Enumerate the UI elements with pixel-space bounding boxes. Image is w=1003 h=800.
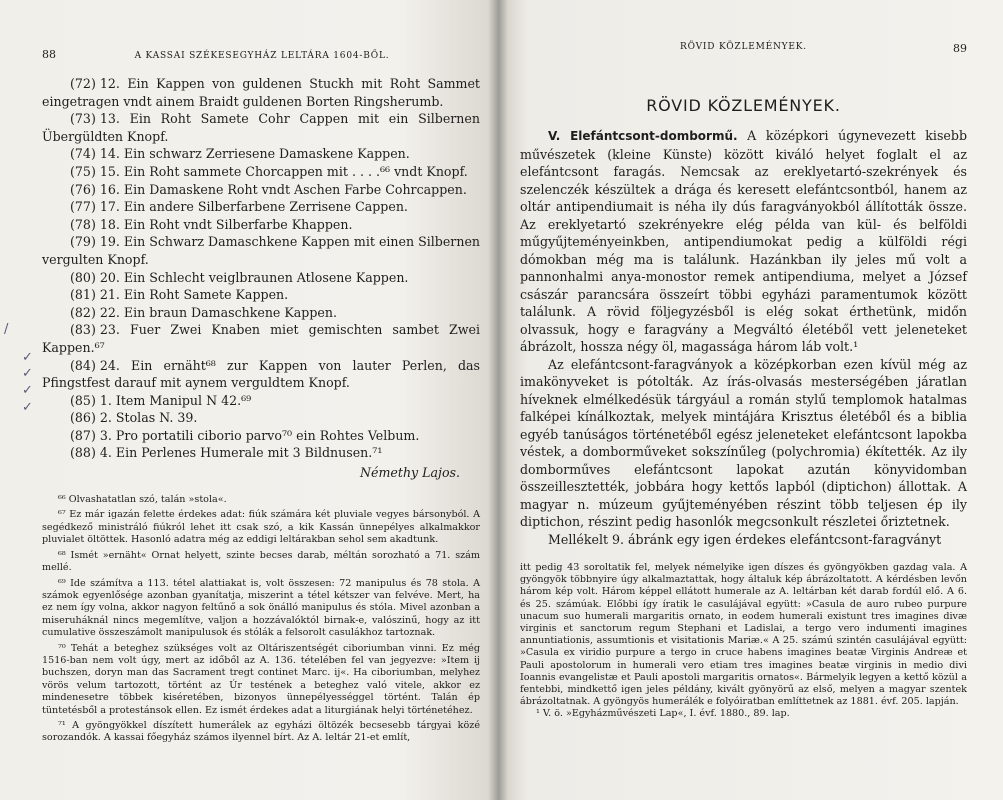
inventory-entry: (73) 13. Ein Roht Samete Cohr Cappen mit ein Silbernen Übergüldten Knopf.: [42, 111, 480, 144]
left-running-head: [42, 48, 480, 61]
inventory-entry: (80) 20. Ein Schlecht veiglbraunen Atlosene Kappen.: [70, 269, 409, 285]
inventory-entry: (86) 2. Stolas N. 39.: [70, 410, 198, 426]
inventory-entry: (85) 1. Item Manipul N 42.⁶⁹: [70, 392, 252, 408]
left-running-title: A KASSAI SZÉKESEGYHÁZ LELTÁRA 1604-BŐL.: [134, 51, 390, 61]
book-gutter: [488, 0, 508, 800]
inventory-entry: (83) 23. Fuer Zwei Knaben miet gemischten sambet Zwei Kappen.⁶⁷: [42, 322, 480, 355]
paragraph: Mellékelt 9. ábránk egy igen érdekes elefántcsont-faragványt: [548, 531, 942, 547]
right-running-head: [520, 42, 967, 55]
pencil-check-mark: ✓: [22, 400, 33, 415]
inventory-entry: (77) 17. Ein andere Silberfarbene Zerrisene Cappen.: [70, 199, 408, 215]
author-signature: Némethy Lajos.: [360, 465, 460, 481]
paragraph: Az elefántcsont-faragványok a középkorban ezen kívül még az imakönyveket is pótolták. Az írás-olvasás mesterségében járatlan híveknek elmélkedésük tárgyául a román stylű templomok hatalmas falképei kínálkoztak, melyek mintájára Krisztus életéből és a biblia egyéb tanúságos történetéből egész jeleneteket elefántcsont lapokba véstek, a domborműveket sokszínűleg (polychromia) ékítették. Az ily domborműves elefántcsont lapokat azután könyvidomban összeillesztették, jobbára hogy kettős lapból (diptichon) állottak. A magyar n. múzeum gyűjteményében részint több teljesen ép ily diptichon, részint pedig hasonlók megcsonkult részletei őriztetnek.: [520, 356, 967, 529]
inventory-entry: (75) 15. Ein Roht sammete Chorcappen mit . . . .⁶⁶ vndt Knopf.: [70, 163, 468, 179]
right-running-title: RÖVID KÖZLEMÉNYEK.: [680, 42, 807, 52]
footnote: ¹ V. ö. »Egyházművészeti Lap«, I. évf. 1880., 89. lap.: [536, 708, 790, 720]
inventory-entry: (78) 18. Ein Roht vndt Silberfarbe Khappen.: [70, 216, 353, 232]
inventory-entries: [42, 75, 480, 462]
inventory-entry: (74) 14. Ein schwarz Zerriesene Damaskene Kappen.: [70, 146, 410, 162]
inventory-entry: (82) 22. Ein braun Damaschkene Kappen.: [70, 304, 337, 320]
footnote: ⁷¹ A gyöngyökkel díszített humerálek az egyházi öltözék becsesebb tárgyai közé sorozandók. A kassai főegyház számos ilyennel bírt. Az A. leltár 21-et említ,: [42, 719, 480, 744]
inventory-entry: (76) 16. Ein Damaskene Roht vndt Aschen Farbe Cohrcappen.: [70, 181, 467, 197]
footnote-continuation: itt pedig 43 soroltatik fel, melyek némelyike igen díszes és gyöngyökben gazdag vala. A gyöngyök többnyire úgy alkalmaztattak, hogy általuk kép ábrázoltatott. A kérdésben levőn három kép volt. Három képpel ellátott humerale az A. leltárban két darab fordúl elő. A 6. és 25. számúak. Előbbi így íratik le casulájával együtt: »Casula de auro rubeo purpure unacum suo humerali margaritis ornato, in eodem humerali existunt tres imagines divæ virginis et sanctorum regum Stephani et Ladislai, a tergo vero indumenti imagines annuntiationis, assumtionis et visitationis Mariæ.« A 25. számú szintén casulájával együtt: »Casula ex viridio purpure a tergo in cruce habens imagines beatæ Virginis Andreæ et Pauli apostolorum in humerali vero etiam tres imagines beatæ virginis in medio divi Ioannis evangelistæ et Pauli apostoli margaritis ornatos«. Bármelyik legyen a kettő közül a fentebbi, mindkettő igen jeles példány, kivált gyönyörű az első, melyen a magyar szentek ábrázoltatnak. A gyöngyös humerálék e folyóiratban említtetnek az 1881. évf. 205. lapján.: [520, 562, 967, 708]
left-page: [0, 0, 498, 800]
right-page: [498, 0, 1003, 800]
inventory-entry: (88) 4. Ein Perlenes Humerale mit 3 Bildnusen.⁷¹: [70, 445, 383, 461]
inventory-entry: (72) 12. Ein Kappen von guldenen Stuckh mit Roht Sammet eingetragen vndt ainem Braidt guldenen Borten Ringsherumb.: [42, 76, 480, 109]
inventory-entry: (81) 21. Ein Roht Samete Kappen.: [70, 287, 289, 303]
left-page-number: 88: [42, 48, 56, 61]
inventory-entry: (79) 19. Ein Schwarz Damaschkene Kappen mit einen Silbernen vergulten Knopf.: [42, 234, 481, 267]
article-lead: V. Elefántcsont-dombormű.: [548, 129, 738, 143]
left-footnotes: [42, 494, 480, 745]
section-title: RÖVID KÖZLEMÉNYEK.: [646, 96, 841, 115]
pencil-slash-mark: /: [4, 322, 9, 337]
footnote: ⁷⁰ Tehát a beteghez szükséges volt az Oltáriszentségét ciboriumban vinni. Ez még 1516-ban nem volt úgy, mert az időből az A. 136. tételében fel van jegyezve: »Item ij buchszen, doryn man das Sacrament tregt continet Marc. ij«. Ha ciboriumban, melyhez vörös velum tartozott, történt az Úr testének a beteghez való vitele, akkor ez mindenesetre többek kiséretében, bizonyos ünnepélyességgel történt. Talán ép tüntetésből a protestánsok ellen. Ez ismét érdekes adat a liturgiának helyi történetéhez.: [42, 642, 480, 716]
inventory-entry: (84) 24. Ein ernäht⁶⁸ zur Kappen von lauter Perlen, das Pfingstfest darauf mit aynem verguldtem Knopf.: [42, 357, 480, 391]
right-page-number: 89: [953, 42, 967, 55]
footnote: ⁶⁷ Ez már igazán felette érdekes adat: fiúk számára két pluviale vegyes bársonyból. A segédkező ministráló fiúkról lehet itt csak szó, a kik Kassán ünnepélyes alkalmakkor pluvialet öltöttek. Hasonló adatra még az eddigi leltárakban sehol sem akadtunk.: [42, 509, 480, 546]
pencil-check-mark: ✓: [22, 383, 33, 398]
pencil-check-mark: ✓: [22, 350, 33, 365]
footnote: ⁶⁸ Ismét »ernäht« Ornat helyett, szinte becses darab, méltán sorozható a 71. szám mellé.: [42, 549, 480, 574]
paragraph: V. Elefántcsont-dombormű. A középkori úgynevezett kisebb művészetek (kleine Künste) között kiváló helyet foglalt el az elefántcsont faragás. Nemcsak az ereklyetartó-szekrények és szelenczék készültek a drága és keresett elefántcsontból, hanem az oltár antipendiumait is néha ily dús faragványokból állították össze. Az ereklyetartó szekrényekre elég példa van kül- és belföldi műgyűjteményeinkben, antipendiumokat pedig a külföldi régi dómokban még ma is találunk. Hazánkban ily jeles mű volt a pannonhalmi anya-monostor remek antipendiuma, melyet a József császár parancsára összeírt többi egyházi paramentumok között találunk. A rövid följegyzésből is elég sokat érthetünk, midőn olvassuk, hogy e faragvány a Megváltó életéből vett jeleneteket ábrázolt, hossza négy öl, magassága három láb volt.¹: [520, 128, 967, 354]
pencil-check-mark: ✓: [22, 366, 33, 381]
right-footnotes: [520, 562, 967, 721]
footnote: ⁶⁹ Ide számítva a 113. tétel alattiakat is, volt összesen: 72 manipulus és 78 stola. A számok egyenlősége azonban gyanítatja, miszerint a tétel kétszer van felvéve. Mert, ha ez nem így volna, akkor nagyon feltűnő a sok önálló manipulus és stóla. Mivel azonban a miseruháknál nincs megemlítve, valjon a hozzávalóktól birnak-e, valószinű, hogy az itt cumulative összeszámolt manipulusok és stólák a felsorolt casulákhoz tartoznak.: [42, 577, 480, 639]
footnote: ⁶⁶ Olvashatatlan szó, talán »stola«.: [58, 494, 227, 506]
article-body: [520, 127, 967, 548]
inventory-entry: (87) 3. Pro portatili ciborio parvo⁷⁰ ein Rohtes Velbum.: [70, 427, 420, 443]
